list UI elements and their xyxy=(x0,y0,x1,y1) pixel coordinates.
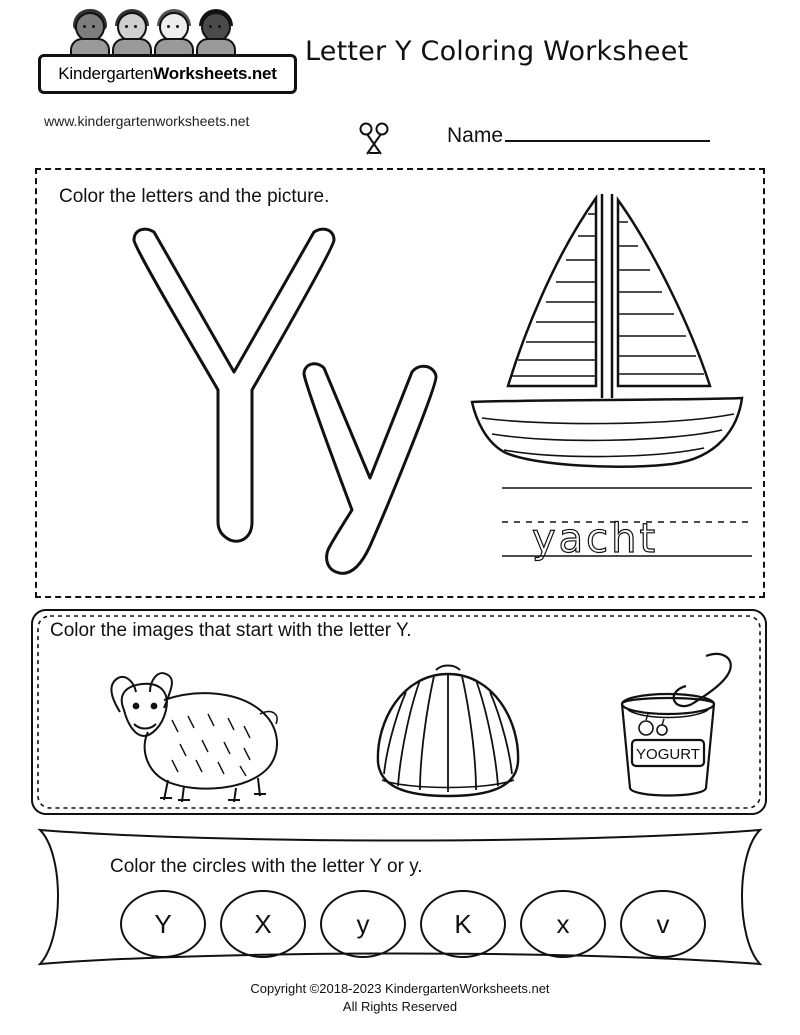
copyright-text: Copyright ©2018-2023 KindergartenWorksheets.net xyxy=(250,981,550,996)
scissors-icon xyxy=(355,122,393,158)
letter-circle[interactable]: Y xyxy=(120,890,206,958)
site-logo[interactable] xyxy=(38,10,298,83)
trace-word-yacht[interactable] xyxy=(502,482,752,567)
trace-word-text: yacht xyxy=(532,516,659,562)
name-label: Name xyxy=(447,124,504,147)
yacht-illustration[interactable] xyxy=(442,180,762,480)
yogurt-illustration[interactable] xyxy=(588,648,748,813)
name-blank-line[interactable] xyxy=(505,122,710,142)
letter-circle[interactable]: X xyxy=(220,890,306,958)
section2-instruction: Color the images that start with the letter Y. xyxy=(50,620,412,641)
section-color-images xyxy=(28,606,770,818)
page-footer xyxy=(0,980,800,1015)
section3-instruction: Color the circles with the letter Y or y. xyxy=(110,856,423,877)
letter-circle-row xyxy=(120,890,706,958)
rights-text: All Rights Reserved xyxy=(342,998,458,1014)
section-color-letters xyxy=(35,168,765,598)
site-url: www.kindergartenworksheets.net xyxy=(44,113,250,129)
logo-text-thin: Kindergarten xyxy=(58,64,154,83)
letter-circle[interactable]: K xyxy=(420,890,506,958)
logo-wordmark xyxy=(38,54,297,94)
letter-circle[interactable]: x xyxy=(520,890,606,958)
lowercase-letter-outline[interactable] xyxy=(282,360,462,580)
letter-circle[interactable]: v xyxy=(620,890,706,958)
kids-logo-icon xyxy=(68,10,288,58)
section1-instruction: Color the letters and the picture. xyxy=(59,186,330,207)
yogurt-label: YOGURT xyxy=(636,746,700,763)
name-field[interactable] xyxy=(447,122,710,148)
section-color-circles xyxy=(20,824,780,974)
page-header xyxy=(0,0,800,160)
page-title: Letter Y Coloring Worksheet xyxy=(305,36,689,67)
letter-circle[interactable]: y xyxy=(320,890,406,958)
yak-illustration[interactable] xyxy=(68,648,298,808)
logo-text-bold: Worksheets.net xyxy=(153,64,277,83)
shell-illustration[interactable] xyxy=(368,662,528,812)
